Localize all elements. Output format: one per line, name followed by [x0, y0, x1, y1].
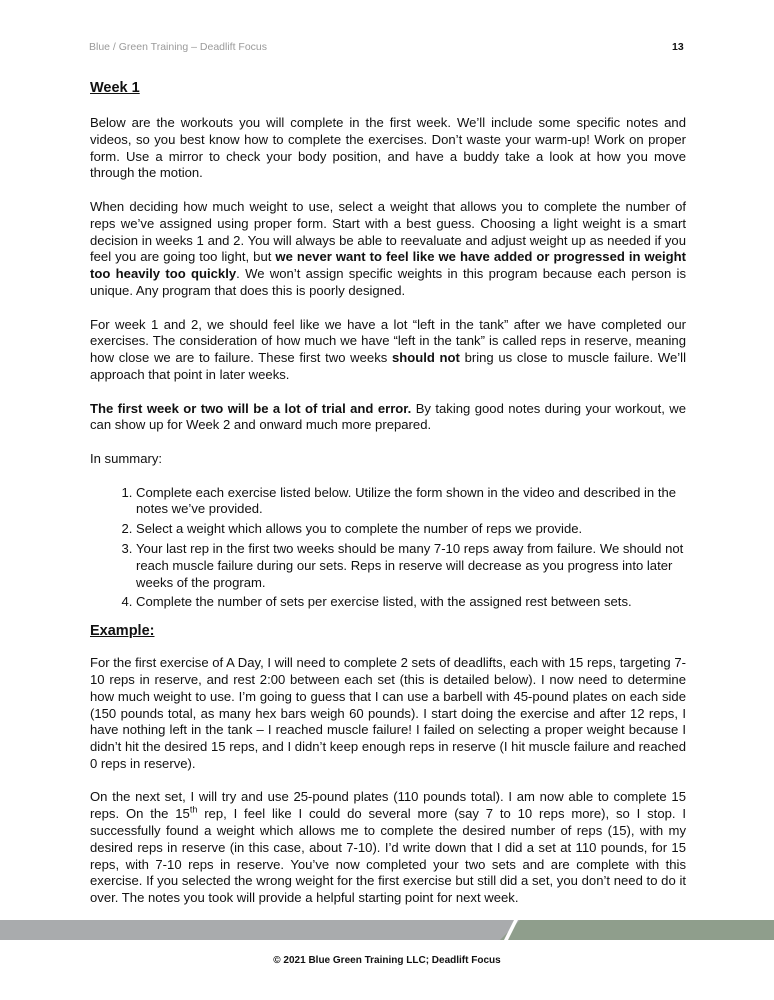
summary-item: 4. Complete the number of sets per exercise listed, with the assigned rest between sets. [136, 594, 686, 611]
weight-selection-paragraph [90, 199, 686, 300]
reps-in-reserve-emphasis: should not [391, 350, 460, 366]
example-second-set-paragraph [90, 789, 686, 907]
page-number: 13 [672, 41, 684, 53]
summary-list [90, 485, 686, 612]
footer-copyright: © 2021 Blue Green Training LLC; Deadlift Focus [273, 955, 501, 966]
running-header-title: Blue / Green Training – Deadlift Focus [89, 41, 268, 53]
trial-and-error-text: By taking good notes during your workout, we can show up for Week 2 and onward much more prepared. [90, 400, 686, 433]
reps-in-reserve-text-a: For week 1 and 2, we should feel like we have a lot “left in the tank” after we have completed our exercises. The consideration of how much we have “left in the tank” is called reps in reserve, meaning how close we are to failure. These first two weeks [90, 316, 686, 366]
week1-intro-paragraph: Below are the workouts you will complete in the first week. We’ll include some specific notes and videos, so you best know how to complete the exercises. Don’t waste your warm-up! Work on proper form. Use a mirror to check your body position, and have a buddy take a look at how you move through the motion. [90, 115, 686, 181]
summary-label: In summary: [90, 450, 163, 466]
reps-in-reserve-paragraph [90, 317, 686, 384]
example-second-set-text-a: On the next set, I will try and use 25-pound plates (110 pounds total). I am now able to complete 15 reps. On the 15 [90, 789, 686, 822]
summary-item: 3. Your last rep in the first two weeks should be many 7-10 reps away from failure. We should not reach muscle failure during our sets. Reps in reserve will decrease as you progress into later weeks of the program. [136, 541, 686, 591]
example-second-set-text-b: rep, I feel like I could do several more (say 7 to 10 reps more), so I stop. I successfully found a weight which allows me to complete the desired number of reps (15), with my desired reps in reserve (in this case, about 7-10). I’d write down that I did a set at 110 pounds, for 15 reps, with 7-10 reps in reserve. You’ve now completed your two sets and are complete with this exercise. If you selected the wrong weight for the first exercise but still did a set, you don’t need to do it over. The notes you took will provide a helpful starting point for next week. [90, 806, 686, 906]
weight-selection-text-b: . We won’t assign specific weights in this program because each person is unique. Any program that does this is poorly designed. [90, 266, 686, 298]
reps-in-reserve-text-b: bring us close to muscle failure. We’ll approach that point in later weeks. [90, 350, 686, 382]
weight-selection-emphasis: we never want to feel like we have added or progressed in weight too heavily too quickly [90, 249, 686, 282]
ordinal-suffix: th [189, 804, 198, 815]
example-first-set-paragraph: For the first exercise of A Day, I will need to complete 2 sets of deadlifts, each with 15 reps, targeting 7-10 reps in reserve, and rest 2:00 between each set (this is detailed below). I now need to determine how much weight to use. I’m going to guess that I can use a barbell with 45-pound plates on each side (150 pounds total, as many hex bars weigh 60 pounds). I start doing the exercise and after 12 reps, I have nothing left in the tank – I reached muscle failure! I failed on selecting a proper weight because I didn’t hit the desired 15 reps, and I didn’t keep enough reps in reserve (I hit muscle failure and reached 0 reps in reserve). [90, 655, 686, 771]
week1-heading: Week 1 [90, 80, 140, 96]
page-content [90, 78, 686, 924]
example-heading: Example: [90, 623, 155, 640]
summary-item: 2. Select a weight which allows you to complete the number of reps we provide. [136, 521, 686, 538]
trial-and-error-emphasis: The first week or two will be a lot of trial and error. [90, 400, 412, 416]
footer-bar-green [500, 920, 774, 940]
weight-selection-text-a: When deciding how much weight to use, select a weight that allows you to complete the number of reps we’ve assigned using proper form. Start with a best guess. Choosing a light weight is a smart decision in weeks 1 and 2. You will always be able to reevaluate and adjust weight up as needed if you feel you are going too light, but [90, 198, 686, 265]
summary-item: 1. Complete each exercise listed below. Utilize the form shown in the video and described in the notes we’ve provided. [136, 485, 686, 519]
trial-and-error-paragraph [90, 401, 686, 435]
